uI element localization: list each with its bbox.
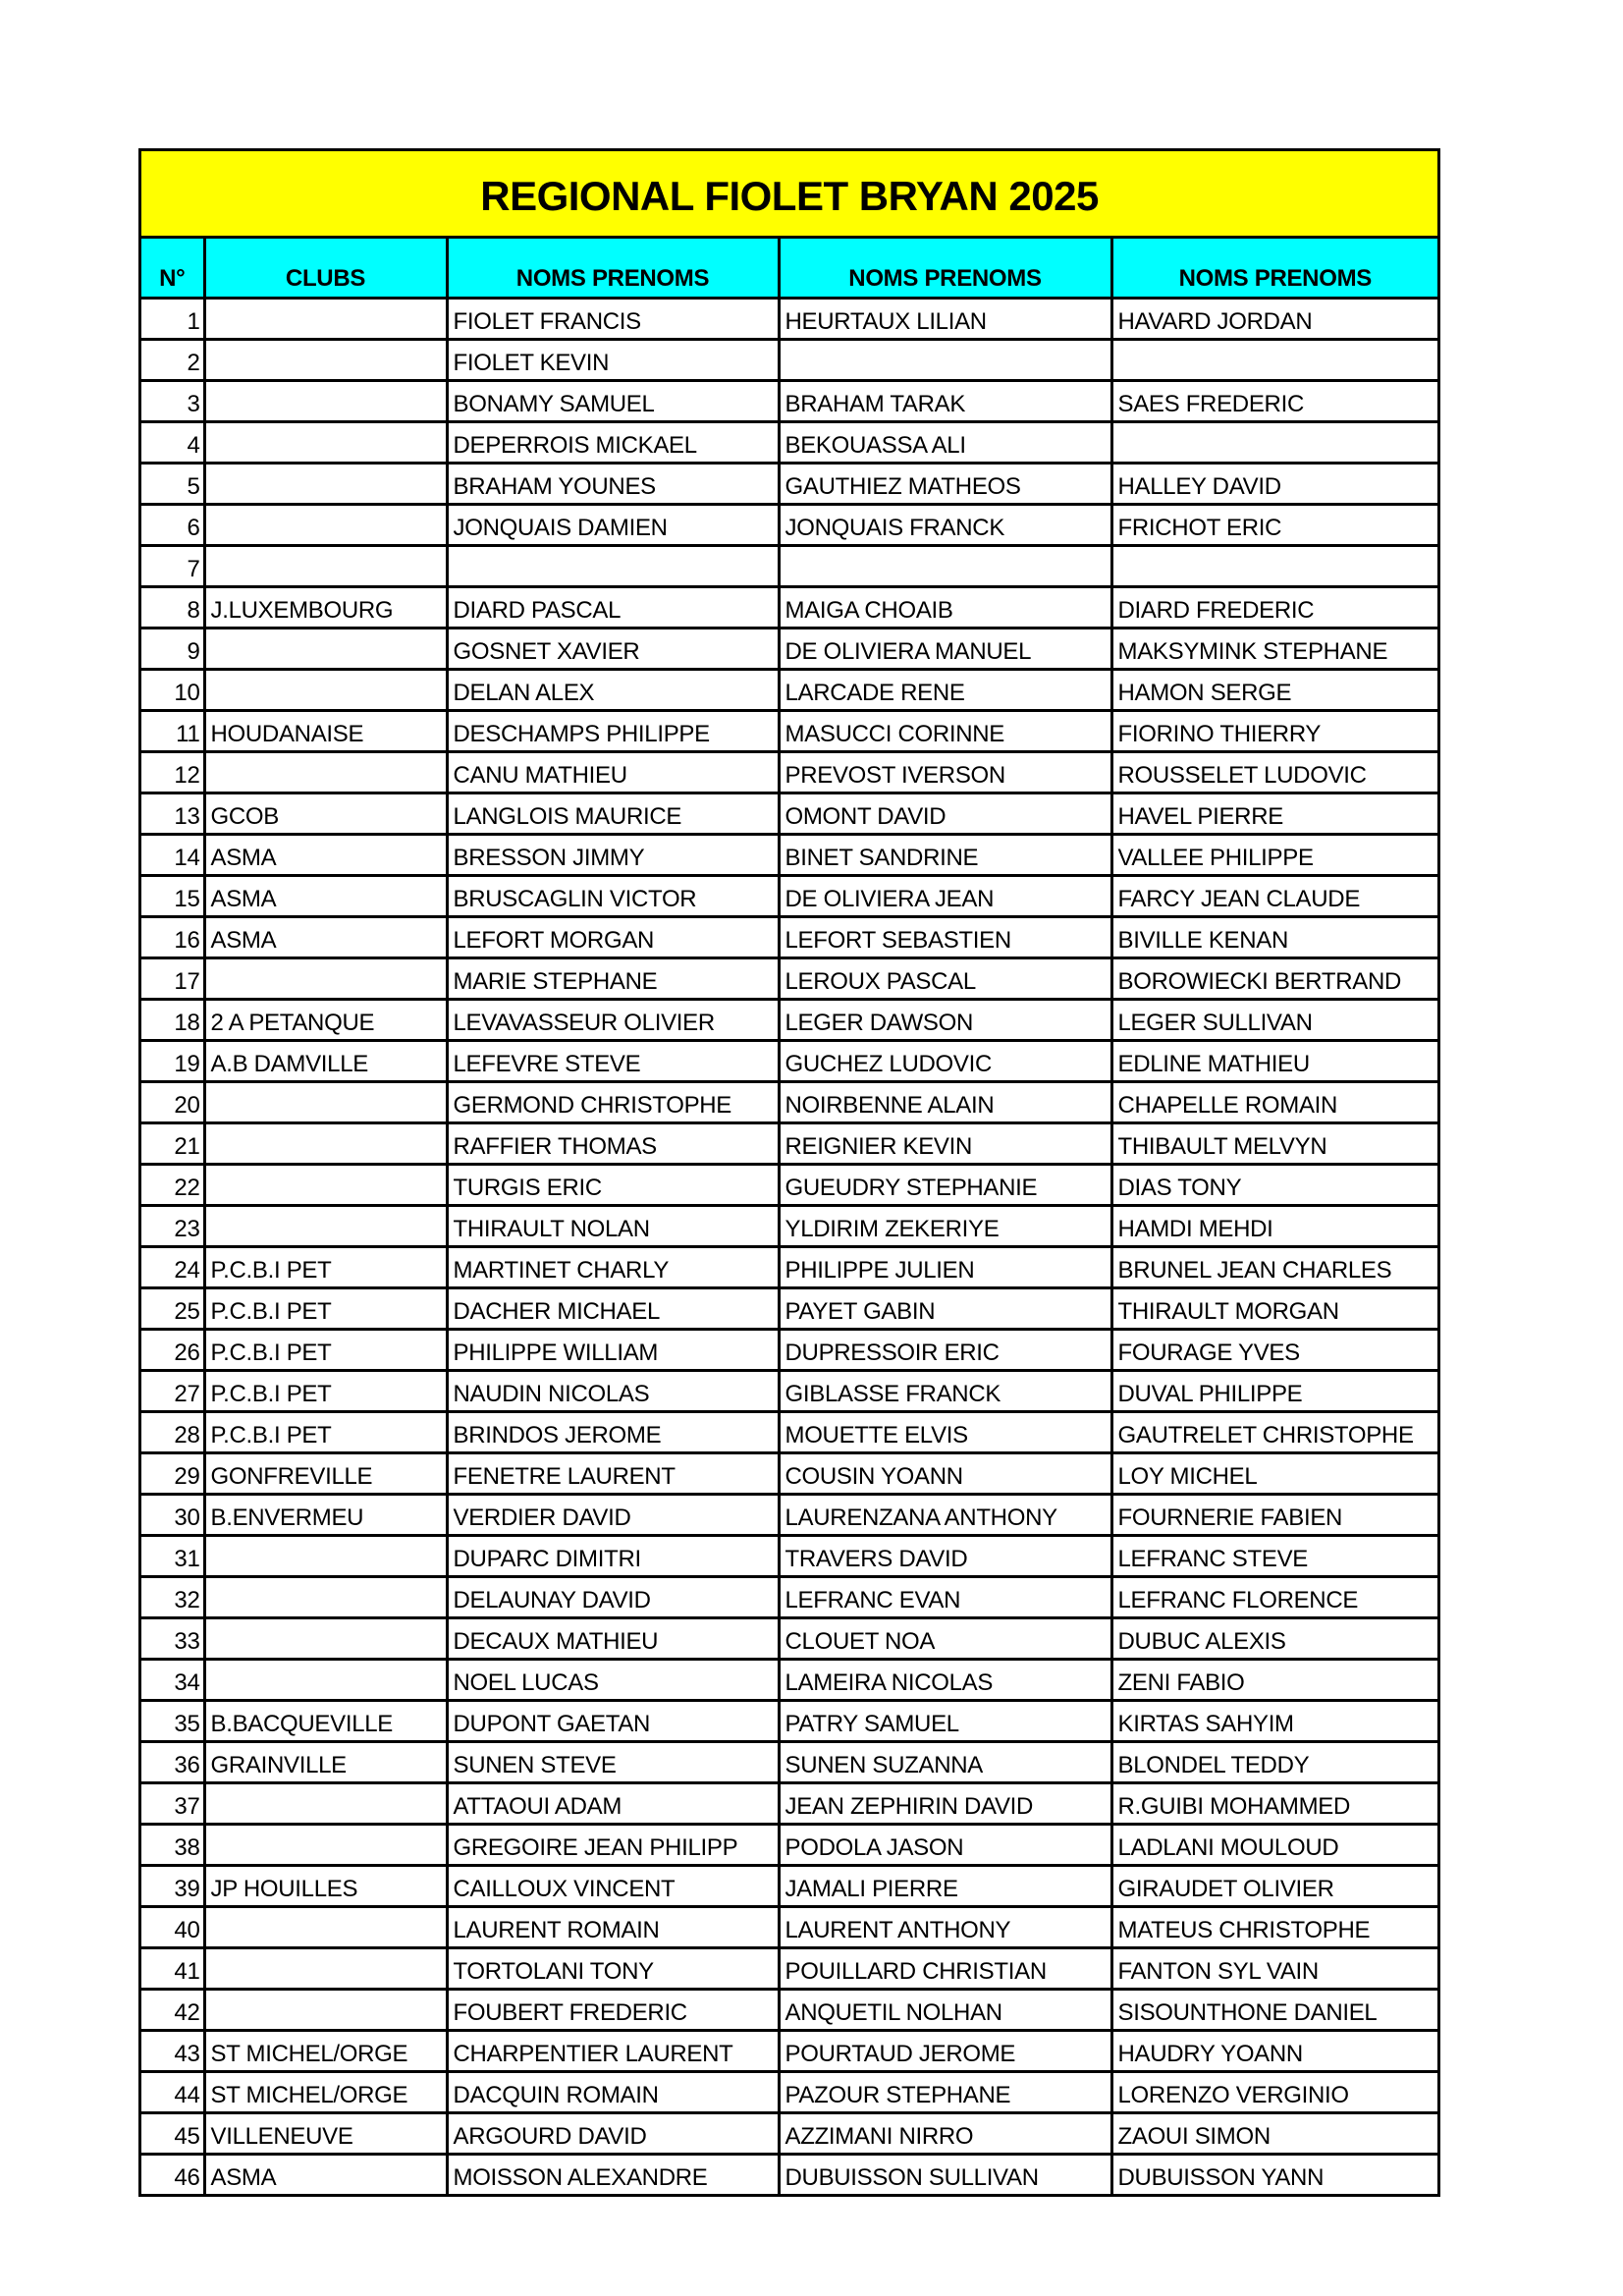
club-name [204,629,447,670]
club-name: P.C.B.I PET [204,1371,447,1412]
player-1: CHARPENTIER LAURENT [447,2031,779,2072]
player-1: JONQUAIS DAMIEN [447,505,779,546]
player-2: DUBUISSON SULLIVAN [779,2155,1111,2195]
team-number: 15 [141,876,204,917]
player-3: FANTON SYL VAIN [1111,1948,1437,1990]
player-3: THIRAULT MORGAN [1111,1288,1437,1330]
player-3 [1111,422,1437,464]
player-2: LARCADE RENE [779,670,1111,711]
team-number: 42 [141,1990,204,2031]
team-number: 43 [141,2031,204,2072]
team-number: 10 [141,670,204,711]
team-number: 44 [141,2072,204,2113]
header-player-1: NOMS PRENOMS [447,238,779,299]
player-3: HAUDRY YOANN [1111,2031,1437,2072]
table-row [141,1660,1437,1701]
table-row [141,1041,1437,1082]
player-3: LEFRANC STEVE [1111,1536,1437,1577]
player-1: DACHER MICHAEL [447,1288,779,1330]
player-3: VALLEE PHILIPPE [1111,835,1437,876]
player-3: DUVAL PHILIPPE [1111,1371,1437,1412]
player-2 [779,340,1111,381]
club-name: P.C.B.I PET [204,1247,447,1288]
player-3: ROUSSELET LUDOVIC [1111,752,1437,793]
player-1: GERMOND CHRISTOPHE [447,1082,779,1123]
table-row [141,629,1437,670]
team-number: 9 [141,629,204,670]
header-player-2: NOMS PRENOMS [779,238,1111,299]
team-number: 27 [141,1371,204,1412]
club-name [204,1990,447,2031]
table-row [141,1577,1437,1618]
player-3: HAMDI MEHDI [1111,1206,1437,1247]
club-name [204,670,447,711]
team-number: 26 [141,1330,204,1371]
player-3: ZENI FABIO [1111,1660,1437,1701]
player-2: PAYET GABIN [779,1288,1111,1330]
player-3: BRUNEL JEAN CHARLES [1111,1247,1437,1288]
player-3: FRICHOT ERIC [1111,505,1437,546]
team-number: 16 [141,917,204,958]
player-3: MATEUS CHRISTOPHE [1111,1907,1437,1948]
player-2: LEROUX PASCAL [779,958,1111,1000]
player-1: DECAUX MATHIEU [447,1618,779,1660]
player-1 [447,546,779,587]
table-row [141,1948,1437,1990]
club-name [204,1825,447,1866]
table-row [141,1330,1437,1371]
header-player-3: NOMS PRENOMS [1111,238,1437,299]
header-row [141,238,1437,299]
table-row [141,2072,1437,2113]
table-row [141,1742,1437,1783]
table-row [141,464,1437,505]
team-number: 12 [141,752,204,793]
player-1: FENETRE LAURENT [447,1453,779,1495]
player-1: NOEL LUCAS [447,1660,779,1701]
player-2: GIBLASSE FRANCK [779,1371,1111,1412]
club-name: ASMA [204,2155,447,2195]
player-2: LEFRANC EVAN [779,1577,1111,1618]
table-row [141,958,1437,1000]
club-name [204,1536,447,1577]
player-2: TRAVERS DAVID [779,1536,1111,1577]
player-3: SAES FREDERIC [1111,381,1437,422]
team-number: 29 [141,1453,204,1495]
player-2: LEGER DAWSON [779,1000,1111,1041]
club-name [204,1660,447,1701]
player-1: MARIE STEPHANE [447,958,779,1000]
table-row [141,1123,1437,1165]
header-clubs: CLUBS [204,238,447,299]
club-name: ASMA [204,876,447,917]
player-3: BLONDEL TEDDY [1111,1742,1437,1783]
player-1: LANGLOIS MAURICE [447,793,779,835]
player-2: HEURTAUX LILIAN [779,299,1111,340]
player-3: ZAOUI SIMON [1111,2113,1437,2155]
table-row [141,670,1437,711]
player-3: THIBAULT MELVYN [1111,1123,1437,1165]
player-2: PATRY SAMUEL [779,1701,1111,1742]
player-1: LEFORT MORGAN [447,917,779,958]
player-2: MOUETTE ELVIS [779,1412,1111,1453]
club-name: ST MICHEL/ORGE [204,2031,447,2072]
club-name [204,1082,447,1123]
table-row [141,752,1437,793]
table-row [141,381,1437,422]
club-name: J.LUXEMBOURG [204,587,447,629]
table-row [141,1000,1437,1041]
player-2: PODOLA JASON [779,1825,1111,1866]
team-number: 25 [141,1288,204,1330]
player-2: YLDIRIM ZEKERIYE [779,1206,1111,1247]
team-number: 39 [141,1866,204,1907]
player-1: RAFFIER THOMAS [447,1123,779,1165]
player-2: LEFORT SEBASTIEN [779,917,1111,958]
club-name [204,1907,447,1948]
team-number: 22 [141,1165,204,1206]
club-name: 2 A PETANQUE [204,1000,447,1041]
player-2: CLOUET NOA [779,1618,1111,1660]
player-2: REIGNIER KEVIN [779,1123,1111,1165]
player-1: NAUDIN NICOLAS [447,1371,779,1412]
player-1: DELAN ALEX [447,670,779,711]
player-1: BRESSON JIMMY [447,835,779,876]
team-number: 41 [141,1948,204,1990]
player-3: GAUTRELET CHRISTOPHE [1111,1412,1437,1453]
player-3: DUBUISSON YANN [1117,2164,1325,2191]
club-name [204,381,447,422]
registration-table [141,151,1437,2194]
team-number: 28 [141,1412,204,1453]
club-name: GRAINVILLE [204,1742,447,1783]
club-name [204,546,447,587]
team-number: 8 [141,587,204,629]
player-1: SUNEN STEVE [447,1742,779,1783]
player-1: PHILIPPE WILLIAM [447,1330,779,1371]
table-row [141,1536,1437,1577]
player-2: JEAN ZEPHIRIN DAVID [779,1783,1111,1825]
club-name: GCOB [204,793,447,835]
table-row [141,1412,1437,1453]
team-number: 24 [141,1247,204,1288]
team-number: 46 [141,2155,204,2195]
player-1: ARGOURD DAVID [447,2113,779,2155]
player-1: CANU MATHIEU [447,752,779,793]
club-name: P.C.B.I PET [204,1330,447,1371]
player-2: AZZIMANI NIRRO [779,2113,1111,2155]
player-2: PREVOST IVERSON [779,752,1111,793]
team-number: 38 [141,1825,204,1866]
table-row [141,1783,1437,1825]
table-row [141,1247,1437,1288]
club-name [204,340,447,381]
club-name: B.BACQUEVILLE [204,1701,447,1742]
table-row [141,505,1437,546]
team-number: 5 [141,464,204,505]
player-2: DUPRESSOIR ERIC [779,1330,1111,1371]
team-number: 35 [141,1701,204,1742]
player-1: FOUBERT FREDERIC [447,1990,779,2031]
player-1: BRINDOS JEROME [447,1412,779,1453]
table-row [141,299,1437,340]
player-2: GAUTHIEZ MATHEOS [779,464,1111,505]
table-row [141,793,1437,835]
club-name [204,1783,447,1825]
team-number: 14 [141,835,204,876]
club-name [204,1123,447,1165]
table-row [141,1165,1437,1206]
team-number: 45 [141,2113,204,2155]
team-number: 30 [141,1495,204,1536]
player-1: DUPONT GAETAN [447,1701,779,1742]
player-3: FOURNERIE FABIEN [1111,1495,1437,1536]
player-1: THIRAULT NOLAN [447,1206,779,1247]
club-name [204,505,447,546]
player-3: LADLANI MOULOUD [1111,1825,1437,1866]
player-2: COUSIN YOANN [779,1453,1111,1495]
club-name: A.B DAMVILLE [204,1041,447,1082]
team-number: 4 [141,422,204,464]
team-number: 13 [141,793,204,835]
player-3: LEFRANC FLORENCE [1111,1577,1437,1618]
club-name: VILLENEUVE [204,2113,447,2155]
player-1: GREGOIRE JEAN PHILIPP [447,1825,779,1866]
club-name: JP HOUILLES [204,1866,447,1907]
club-name [204,299,447,340]
player-2: POUILLARD CHRISTIAN [779,1948,1111,1990]
player-1: MARTINET CHARLY [447,1247,779,1288]
player-2: MASUCCI CORINNE [779,711,1111,752]
player-2: BEKOUASSA ALI [779,422,1111,464]
team-number: 34 [141,1660,204,1701]
player-2: NOIRBENNE ALAIN [779,1082,1111,1123]
team-number: 18 [141,1000,204,1041]
player-1: MOISSON ALEXANDRE [447,2155,779,2195]
table-row [141,917,1437,958]
table-row [141,2113,1437,2155]
club-name [204,1206,447,1247]
table-row [141,1206,1437,1247]
table-row [141,1825,1437,1866]
club-name: ASMA [204,835,447,876]
team-number: 3 [141,381,204,422]
club-name [204,464,447,505]
table-row [141,1288,1437,1330]
player-2: GUCHEZ LUDOVIC [779,1041,1111,1082]
player-2: LAURENZANA ANTHONY [779,1495,1111,1536]
table-row [141,1618,1437,1660]
player-3: DIARD FREDERIC [1111,587,1437,629]
player-2: JAMALI PIERRE [779,1866,1111,1907]
club-name [204,1948,447,1990]
player-3: KIRTAS SAHYIM [1111,1701,1437,1742]
player-3: LEGER SULLIVAN [1111,1000,1437,1041]
player-2 [779,546,1111,587]
player-1: DESCHAMPS PHILIPPE [447,711,779,752]
table-row [141,546,1437,587]
header-number: N° [141,238,204,299]
player-3: FARCY JEAN CLAUDE [1111,876,1437,917]
table-row [141,1371,1437,1412]
player-1: BRAHAM YOUNES [447,464,779,505]
player-1: FIOLET FRANCIS [447,299,779,340]
title-row [141,151,1437,238]
player-2: OMONT DAVID [779,793,1111,835]
club-name: ST MICHEL/ORGE [204,2072,447,2113]
player-1: GOSNET XAVIER [447,629,779,670]
team-number: 2 [141,340,204,381]
player-1: DUPARC DIMITRI [447,1536,779,1577]
table-row [141,711,1437,752]
player-3: DUBUC ALEXIS [1111,1618,1437,1660]
player-3: LOY MICHEL [1111,1453,1437,1495]
table-row [141,2031,1437,2072]
player-2: MAIGA CHOAIB [779,587,1111,629]
player-1: CAILLOUX VINCENT [447,1866,779,1907]
player-1: DACQUIN ROMAIN [447,2072,779,2113]
player-2: JONQUAIS FRANCK [779,505,1111,546]
player-3: LORENZO VERGINIO [1111,2072,1437,2113]
player-3: R.GUIBI MOHAMMED [1111,1783,1437,1825]
player-3: SISOUNTHONE DANIEL [1111,1990,1437,2031]
player-3: MAKSYMINK STEPHANE [1111,629,1437,670]
team-number: 7 [141,546,204,587]
club-name [204,958,447,1000]
table-row [141,587,1437,629]
table-row [141,1866,1437,1907]
player-2: BINET SANDRINE [779,835,1111,876]
registration-sheet [138,148,1440,2197]
table-row [141,876,1437,917]
player-3: BIVILLE KENAN [1111,917,1437,958]
player-1: LEVAVASSEUR OLIVIER [447,1000,779,1041]
player-1: DELAUNAY DAVID [447,1577,779,1618]
table-row [141,422,1437,464]
player-3: FIORINO THIERRY [1111,711,1437,752]
club-name: GONFREVILLE [204,1453,447,1495]
team-number: 21 [141,1123,204,1165]
player-2: DE OLIVIERA JEAN [779,876,1111,917]
player-1: DIARD PASCAL [447,587,779,629]
player-2: DE OLIVIERA MANUEL [779,629,1111,670]
team-number: 32 [141,1577,204,1618]
player-2: POURTAUD JEROME [779,2031,1111,2072]
table-row [141,1907,1437,1948]
club-name: HOUDANAISE [204,711,447,752]
club-name [204,1165,447,1206]
table-row [141,1701,1437,1742]
team-number: 19 [141,1041,204,1082]
player-3 [1111,340,1437,381]
player-3: DIAS TONY [1111,1165,1437,1206]
player-2: ANQUETIL NOLHAN [779,1990,1111,2031]
player-2: LAMEIRA NICOLAS [779,1660,1111,1701]
team-number: 40 [141,1907,204,1948]
player-2: PHILIPPE JULIEN [779,1247,1111,1288]
player-2: BRAHAM TARAK [779,381,1111,422]
player-1: LAURENT ROMAIN [447,1907,779,1948]
player-1: DEPERROIS MICKAEL [447,422,779,464]
team-number: 36 [141,1742,204,1783]
player-3 [1111,546,1437,587]
table-body [141,299,1437,2195]
team-number: 1 [141,299,204,340]
table-row [141,1082,1437,1123]
player-3: FOURAGE YVES [1111,1330,1437,1371]
player-2: GUEUDRY STEPHANIE [779,1165,1111,1206]
player-2: SUNEN SUZANNA [779,1742,1111,1783]
table-row [141,1495,1437,1536]
table-row [141,1990,1437,2031]
table-row [141,1453,1437,1495]
player-3: CHAPELLE ROMAIN [1111,1082,1437,1123]
player-1: LEFEVRE STEVE [447,1041,779,1082]
player-2: LAURENT ANTHONY [779,1907,1111,1948]
table-row [141,835,1437,876]
club-name: B.ENVERMEU [204,1495,447,1536]
club-name [204,1577,447,1618]
player-3: BOROWIECKI BERTRAND [1111,958,1437,1000]
team-number: 31 [141,1536,204,1577]
player-1: BONAMY SAMUEL [447,381,779,422]
player-1: TORTOLANI TONY [447,1948,779,1990]
club-name: P.C.B.I PET [204,1288,447,1330]
player-3: GIRAUDET OLIVIER [1111,1866,1437,1907]
player-3: EDLINE MATHIEU [1111,1041,1437,1082]
player-3: HAVARD JORDAN [1111,299,1437,340]
team-number: 37 [141,1783,204,1825]
player-1: TURGIS ERIC [447,1165,779,1206]
team-number: 23 [141,1206,204,1247]
player-2: PAZOUR STEPHANE [779,2072,1111,2113]
player-3: HAVEL PIERRE [1111,793,1437,835]
club-name [204,422,447,464]
club-name [204,752,447,793]
club-name [204,1618,447,1660]
team-number: 11 [141,711,204,752]
team-number: 33 [141,1618,204,1660]
team-number: 20 [141,1082,204,1123]
team-number: 6 [141,505,204,546]
player-3: HALLEY DAVID [1111,464,1437,505]
player-1: VERDIER DAVID [447,1495,779,1536]
club-name: P.C.B.I PET [204,1412,447,1453]
player-1: FIOLET KEVIN [447,340,779,381]
sheet-title: REGIONAL FIOLET BRYAN 2025 [141,151,1437,238]
player-1: BRUSCAGLIN VICTOR [447,876,779,917]
player-1: ATTAOUI ADAM [447,1783,779,1825]
table-row [141,340,1437,381]
team-number: 17 [141,958,204,1000]
table-row [141,2155,1437,2195]
club-name: ASMA [204,917,447,958]
player-3: HAMON SERGE [1111,670,1437,711]
